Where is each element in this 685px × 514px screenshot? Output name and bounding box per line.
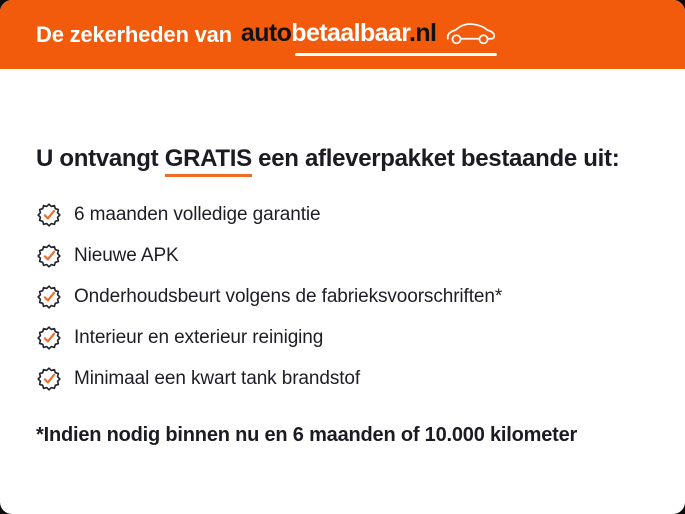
list-item	[36, 195, 649, 236]
benefit-label: Minimaal een kwart tank brandstof	[74, 368, 361, 390]
list-item	[36, 277, 649, 318]
footnote-text: *Indien nodig binnen nu en 6 maanden of 10.000 kilometer	[36, 423, 578, 446]
heading-post: een afleverpakket bestaande uit:	[251, 145, 620, 172]
benefit-label: 6 maanden volledige garantie	[74, 204, 321, 226]
list-item	[36, 318, 649, 359]
badge-check-icon	[36, 366, 62, 392]
list-item	[36, 236, 649, 277]
benefit-label: Nieuwe APK	[74, 245, 179, 267]
benefit-label: Interieur en exterieur reiniging	[74, 327, 324, 349]
page-title	[36, 145, 649, 174]
benefit-label: Onderhoudsbeurt volgens de fabrieksvoorschriften*	[74, 286, 503, 308]
logo-part-betaalbaar: betaalbaar	[291, 19, 409, 47]
list-item	[36, 359, 649, 400]
banner-prefix-text: De zekerheden van	[36, 21, 232, 47]
logo-underline	[295, 53, 497, 56]
heading-highlight-gratis: GRATIS	[165, 145, 252, 177]
car-outline-icon	[443, 19, 497, 47]
main-content	[0, 145, 685, 447]
header-banner	[0, 0, 685, 69]
badge-check-icon	[36, 202, 62, 228]
benefit-list	[36, 195, 649, 400]
badge-check-icon	[36, 284, 62, 310]
badge-check-icon	[36, 325, 62, 351]
heading-pre: U ontvangt	[36, 145, 165, 172]
autobetaalbaar-logo	[241, 19, 497, 51]
logo-part-auto: auto	[240, 19, 292, 47]
badge-check-icon	[36, 243, 62, 269]
logo-part-nl: .nl	[408, 19, 437, 47]
logo-text	[241, 21, 436, 46]
